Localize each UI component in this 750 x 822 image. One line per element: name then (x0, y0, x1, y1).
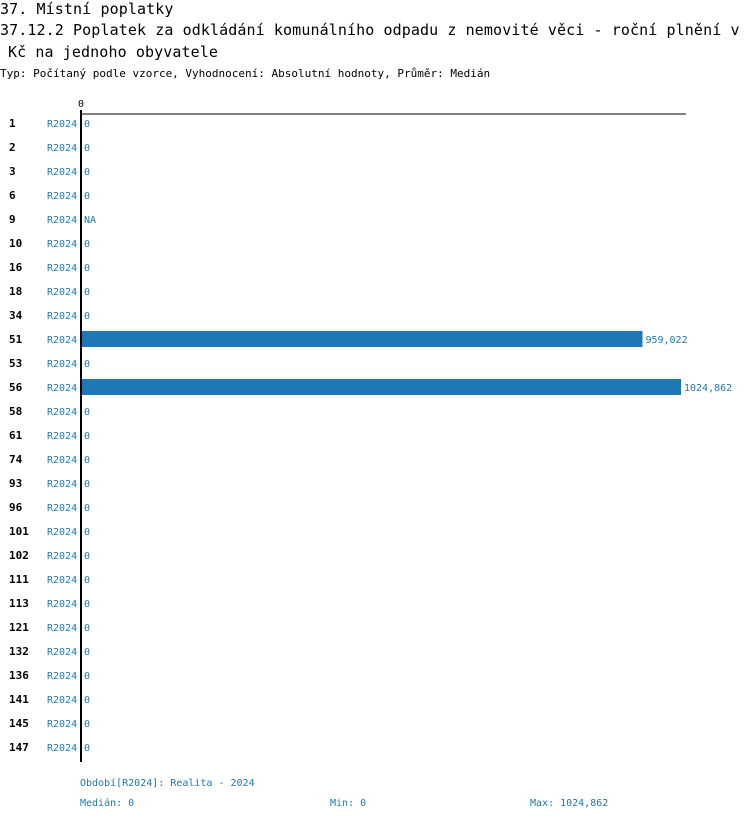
series-label: R2024 (47, 215, 78, 226)
row-label: 3 (9, 165, 16, 178)
footer-period: Období[R2024]: Realita - 2024 (80, 778, 255, 789)
row-label: 113 (9, 597, 29, 610)
series-label: R2024 (47, 359, 78, 370)
row-label: 58 (9, 405, 23, 418)
data-label: 0 (84, 599, 91, 610)
series-label: R2024 (47, 743, 78, 754)
data-label: 0 (84, 287, 91, 298)
row-label: 132 (9, 645, 29, 658)
series-label: R2024 (47, 407, 78, 418)
chart-title-line-3: Kč na jednoho obyvatele (8, 43, 219, 61)
data-label: 0 (84, 623, 91, 634)
data-label: 0 (84, 239, 91, 250)
series-label: R2024 (47, 167, 78, 178)
data-label: 0 (84, 647, 91, 658)
data-label: 0 (84, 191, 91, 202)
bar (81, 331, 642, 347)
series-label: R2024 (47, 263, 78, 274)
row-label: 61 (9, 429, 23, 442)
series-label: R2024 (47, 431, 78, 442)
data-label: 0 (84, 503, 91, 514)
series-label: R2024 (47, 119, 78, 130)
series-label: R2024 (47, 551, 78, 562)
footer-median: Medián: 0 (80, 798, 135, 809)
series-label: R2024 (47, 287, 78, 298)
series-label: R2024 (47, 527, 78, 538)
series-label: R2024 (47, 455, 78, 466)
chart-title-line-1: 37. Místní poplatky (0, 0, 174, 18)
data-label: 0 (84, 263, 91, 274)
data-label: 0 (84, 455, 91, 466)
series-label: R2024 (47, 479, 78, 490)
series-label: R2024 (47, 671, 78, 682)
row-label: 101 (9, 525, 29, 538)
row-label: 93 (9, 477, 23, 490)
data-label: 0 (84, 551, 91, 562)
row-label: 136 (9, 669, 29, 682)
row-label: 102 (9, 549, 29, 562)
series-label: R2024 (47, 191, 78, 202)
data-label: 0 (84, 743, 91, 754)
row-label: 147 (9, 741, 29, 754)
row-label: 56 (9, 381, 23, 394)
data-label: 0 (84, 311, 91, 322)
data-label: 959,022 (645, 335, 688, 346)
series-label: R2024 (47, 647, 78, 658)
row-label: 111 (9, 573, 29, 586)
series-label: R2024 (47, 311, 78, 322)
x-tick-label: 0 (77, 99, 85, 110)
row-label: 141 (9, 693, 29, 706)
data-label: 0 (84, 407, 91, 418)
series-label: R2024 (47, 143, 78, 154)
row-label: 145 (9, 717, 29, 730)
row-label: 74 (9, 453, 23, 466)
row-label: 18 (9, 285, 23, 298)
row-label: 53 (9, 357, 23, 370)
row-label: 96 (9, 501, 23, 514)
data-label: 0 (84, 167, 91, 178)
data-label: 1024,862 (684, 383, 733, 394)
series-label: R2024 (47, 695, 78, 706)
chart-subtitle: Typ: Počítaný podle vzorce, Vyhodnocení: Absolutní hodnoty, Průměr: Medián (0, 67, 491, 80)
series-label: R2024 (47, 575, 78, 586)
series-label: R2024 (47, 623, 78, 634)
chart-title-line-2: 37.12.2 Poplatek za odkládání komunálního odpadu z nemovité věci - roční plnění v (0, 21, 740, 39)
data-label: 0 (84, 143, 91, 154)
data-label: 0 (84, 671, 91, 682)
data-label: 0 (84, 719, 91, 730)
bar (81, 379, 681, 395)
footer-max: Max: 1024,862 (530, 798, 609, 809)
row-label: 51 (9, 333, 23, 346)
row-label: 10 (9, 237, 23, 250)
data-label: 0 (84, 479, 91, 490)
row-label: 9 (9, 213, 16, 226)
row-label: 16 (9, 261, 23, 274)
row-label: 121 (9, 621, 29, 634)
data-label: 0 (84, 431, 91, 442)
data-label: 0 (84, 695, 91, 706)
series-label: R2024 (47, 719, 78, 730)
data-label: 0 (84, 527, 91, 538)
series-label: R2024 (47, 239, 78, 250)
data-label: 0 (84, 359, 91, 370)
row-label: 6 (9, 189, 16, 202)
row-label: 1 (9, 117, 16, 130)
data-label: 0 (84, 575, 91, 586)
row-label: 2 (9, 141, 16, 154)
footer-min: Min: 0 (330, 798, 367, 809)
series-label: R2024 (47, 383, 78, 394)
data-label: NA (84, 215, 97, 226)
series-label: R2024 (47, 599, 78, 610)
series-label: R2024 (47, 335, 78, 346)
row-label: 34 (9, 309, 23, 322)
series-label: R2024 (47, 503, 78, 514)
data-label: 0 (84, 119, 91, 130)
